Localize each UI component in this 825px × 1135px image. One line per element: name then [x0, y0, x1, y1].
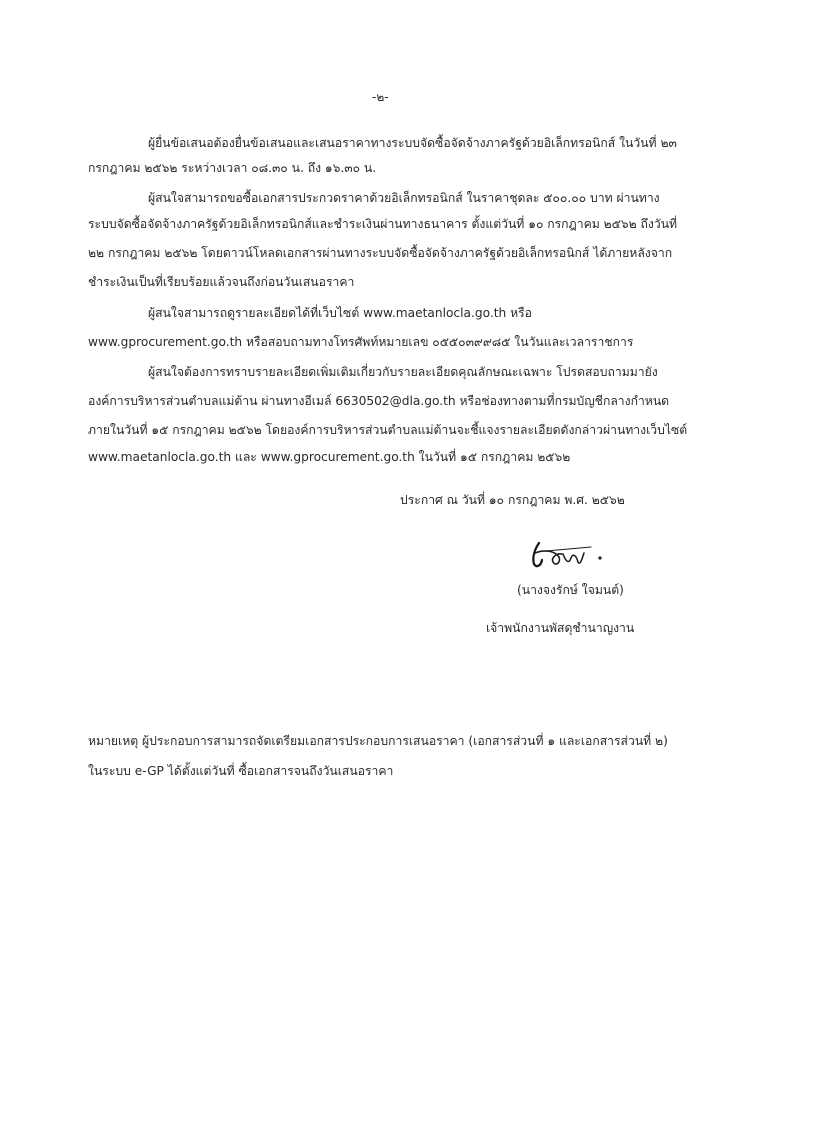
- page-number: -๒-: [372, 90, 389, 104]
- paragraph4-line3: ภายในวันที่ ๑๕ กรกฎาคม ๒๕๖๒ โดยองค์การบริหารส่วนตำบลแม่ต้านจะชี้แจงรายละเอียดดังกล่าวผ่านทางเว็บไซต์: [88, 423, 688, 437]
- paragraph1-line2: กรกฎาคม ๒๕๖๒ ระหว่างเวลา ๐๘.๓๐ น. ถึง ๑๖.๓๐ น.: [88, 161, 377, 175]
- remark-line2: ในระบบ e-GP ได้ตั้งแต่วันที่ ซื้อเอกสารจนถึงวันเสนอราคา: [88, 764, 394, 778]
- paragraph4-line4: www.maetanlocla.go.th และ www.gprocurement.go.th ในวันที่ ๑๕ กรกฎาคม ๒๕๖๒: [88, 450, 571, 464]
- signature-image: [525, 537, 640, 577]
- paragraph3-line2: www.gprocurement.go.th หรือสอบถามทางโทรศัพท์หมายเลข ๐๕๕๐๓๙๙๘๕ ในวันและเวลาราชการ: [88, 335, 634, 349]
- signatory-position: เจ้าพนักงานพัสดุชำนาญงาน: [486, 621, 635, 635]
- paragraph1-line1: ผู้ยื่นข้อเสนอต้องยื่นข้อเสนอและเสนอราคาทางระบบจัดซื้อจัดจ้างภาครัฐด้วยอิเล็กทรอนิกส์ ในวันที่ ๒๓: [148, 136, 677, 150]
- remark-line1: หมายเหตุ ผู้ประกอบการสามารถจัดเตรียมเอกสารประกอบการเสนอราคา (เอกสารส่วนที่ ๑ และเอกสารส่วนที่ ๒): [88, 734, 668, 748]
- paragraph2-line3: ๒๒ กรกฎาคม ๒๕๖๒ โดยดาวน์โหลดเอกสารผ่านทางระบบจัดซื้อจัดจ้างภาครัฐด้วยอิเล็กทรอนิกส์ ได้ภายหลังจาก: [88, 246, 673, 260]
- announcement-date: ประกาศ ณ วันที่ ๑๐ กรกฎาคม พ.ศ. ๒๕๖๒: [400, 493, 625, 507]
- paragraph2-line4: ชำระเงินเป็นที่เรียบร้อยแล้วจนถึงก่อนวันเสนอราคา: [88, 275, 355, 289]
- paragraph4-line2: องค์การบริหารส่วนตำบลแม่ต้าน ผ่านทางอีเมล์ 6630502@dla.go.th หรือช่องทางตามที่กรมบัญชีกลางกำหนด: [88, 394, 670, 408]
- paragraph2-line2: ระบบจัดซื้อจัดจ้างภาครัฐด้วยอิเล็กทรอนิกส์และชำระเงินผ่านทางธนาคาร ตั้งแต่วันที่ ๑๐ กรกฎาคม ๒๕๖๒ ถึงวันที่: [88, 217, 678, 231]
- signatory-name: (นางจงรักษ์ ใจมนต์): [517, 583, 624, 597]
- paragraph3-line1: ผู้สนใจสามารถดูรายละเอียดได้ที่เว็บไซต์ www.maetanlocla.go.th หรือ: [148, 306, 532, 320]
- paragraph4-line1: ผู้สนใจต้องการทราบรายละเอียดเพิ่มเติมเกี่ยวกับรายละเอียดคุณลักษณะเฉพาะ โปรดสอบถามมายัง: [148, 365, 658, 379]
- paragraph2-line1: ผู้สนใจสามารถขอซื้อเอกสารประกวดราคาด้วยอิเล็กทรอนิกส์ ในราคาชุดละ ๕๐๐.๐๐ บาท ผ่านทาง: [148, 191, 660, 205]
